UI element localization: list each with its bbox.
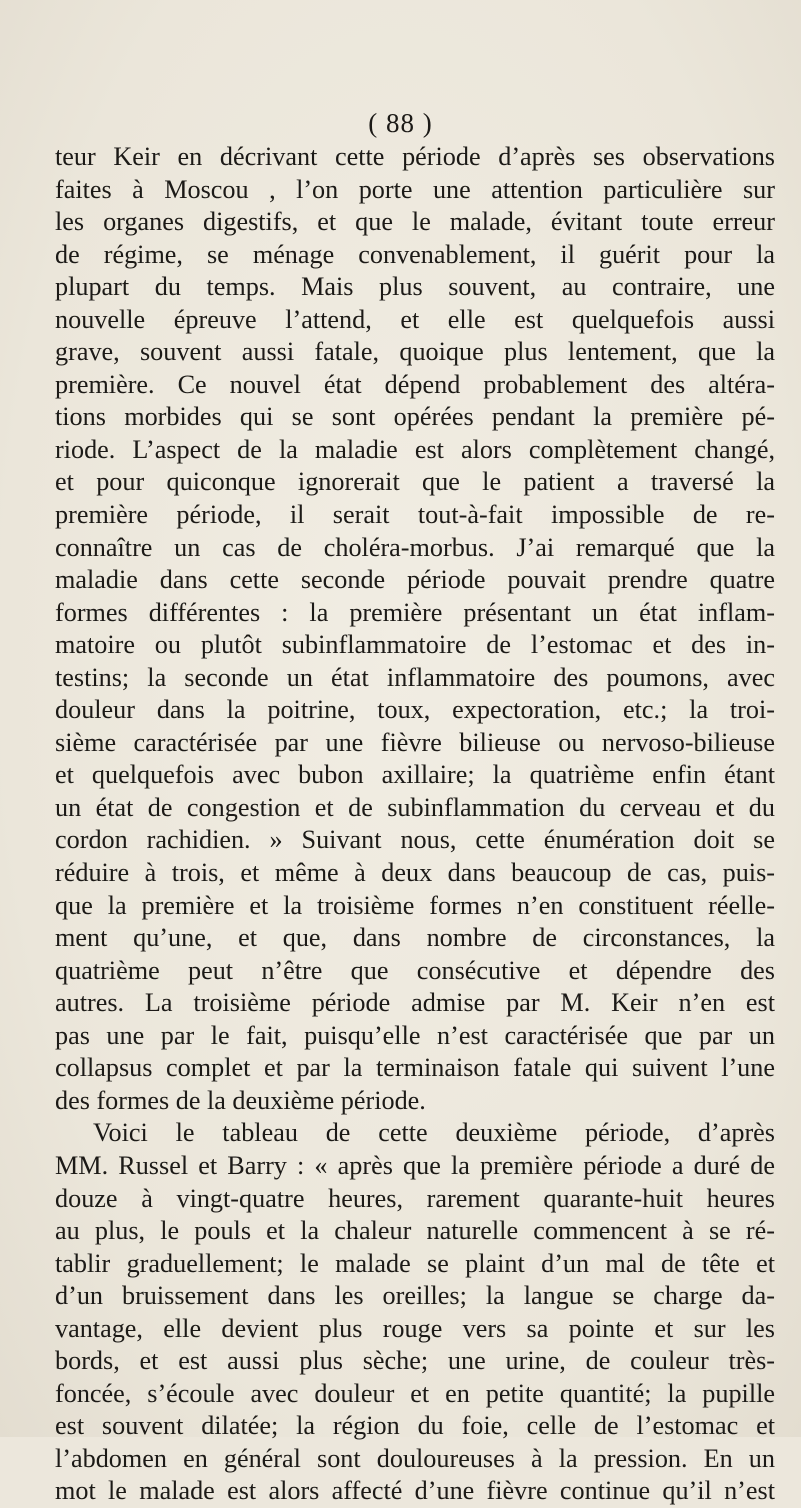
text-line: que la première et la troisième formes n’en constituent réelle-: [55, 890, 775, 920]
text-line: maladie dans cette seconde période pouvait prendre quatre: [55, 565, 775, 595]
text-line: ment qu’une, et que, dans nombre de circonstances, la: [55, 923, 775, 953]
text-line: et pour quiconque ignorerait que le patient a traversé la: [55, 467, 775, 497]
text-line: douze à vingt-quatre heures, rarement quarante-huit heures: [55, 1183, 775, 1213]
paragraph-1: [55, 141, 775, 1117]
text-line: douleur dans la poitrine, toux, expectoration, etc.; la troi-: [55, 695, 775, 725]
text-line: d’un bruissement dans les oreilles; la langue se charge da-: [55, 1281, 775, 1311]
text-line: formes différentes : la première présentant un état inflam-: [55, 597, 775, 627]
text-line: nouvelle épreuve l’attend, et elle est quelquefois aussi: [55, 304, 775, 334]
paragraph-2: [55, 1117, 775, 1508]
text-line: testins; la seconde un état inflammatoire des poumons, avec: [55, 662, 775, 692]
text-line: première. Ce nouvel état dépend probablement des altéra-: [55, 369, 775, 399]
text-line: les organes digestifs, et que le malade, évitant toute erreur: [55, 207, 775, 237]
text-line: collapsus complet et par la terminaison fatale qui suivent l’une: [55, 1053, 775, 1083]
text-line: foncée, s’écoule avec douleur et en petite quantité; la pupille: [55, 1378, 775, 1408]
page-number: ( 88 ): [368, 108, 433, 138]
text-line: première période, il serait tout-à-fait impossible de re-: [55, 500, 775, 530]
text-line: MM. Russel et Barry : « après que la première période a duré de: [55, 1150, 775, 1180]
text-line: pas une par le fait, puisqu’elle n’est caractérisée que par un: [55, 1020, 775, 1050]
text-line: Voici le tableau de cette deuxième période, d’après: [93, 1118, 775, 1148]
text-line: matoire ou plutôt subinflammatoire de l’estomac et des in-: [55, 630, 775, 660]
text-line: sième caractérisée par une fièvre bilieuse ou nervoso-bilieuse: [55, 727, 775, 757]
text-line: réduire à trois, et même à deux dans beaucoup de cas, puis-: [55, 858, 775, 888]
text-line: un état de congestion et de subinflammation du cerveau et du: [55, 792, 775, 822]
text-line: et quelquefois avec bubon axillaire; la quatrième enfin étant: [55, 760, 775, 790]
text-line: connaître un cas de choléra-morbus. J’ai remarqué que la: [55, 532, 775, 562]
text-line: de régime, se ménage convenablement, il guérit pour la: [55, 239, 775, 269]
text-line: vantage, elle devient plus rouge vers sa pointe et sur les: [55, 1313, 775, 1343]
text-line: riode. L’aspect de la maladie est alors complètement changé,: [55, 434, 775, 464]
text-line: au plus, le pouls et la chaleur naturelle commencent à se ré-: [55, 1216, 775, 1246]
text-line: teur Keir en décrivant cette période d’après ses observations: [55, 142, 775, 171]
text-line: des formes de la deuxième période.: [55, 1085, 426, 1115]
text-line: quatrième peut n’être que consécutive et dépendre des: [55, 955, 775, 985]
text-line: autres. La troisième période admise par M. Keir n’en est: [55, 988, 775, 1018]
text-line: cordon rachidien. » Suivant nous, cette énumération doit se: [55, 825, 775, 855]
text-line: tions morbides qui se sont opérées pendant la première pé-: [55, 402, 775, 432]
text-line: mot le malade est alors affecté d’une fièvre continue qu’il n’est: [55, 1476, 775, 1506]
text-line: plupart du temps. Mais plus souvent, au contraire, une: [55, 272, 775, 302]
text-line: grave, souvent aussi fatale, quoique plus lentement, que la: [55, 337, 775, 367]
text-line: bords, et est aussi plus sèche; une urine, de couleur très-: [55, 1346, 775, 1376]
text-line: l’abdomen en général sont douloureuses à la pression. En un: [55, 1443, 775, 1473]
text-line: tablir graduellement; le malade se plaint d’un mal de tête et: [55, 1248, 775, 1278]
text-line: faites à Moscou , l’on porte une attention particulière sur: [55, 174, 775, 204]
text-line: est souvent dilatée; la région du foie, celle de l’estomac et: [55, 1411, 775, 1441]
body-text: [55, 141, 775, 1508]
